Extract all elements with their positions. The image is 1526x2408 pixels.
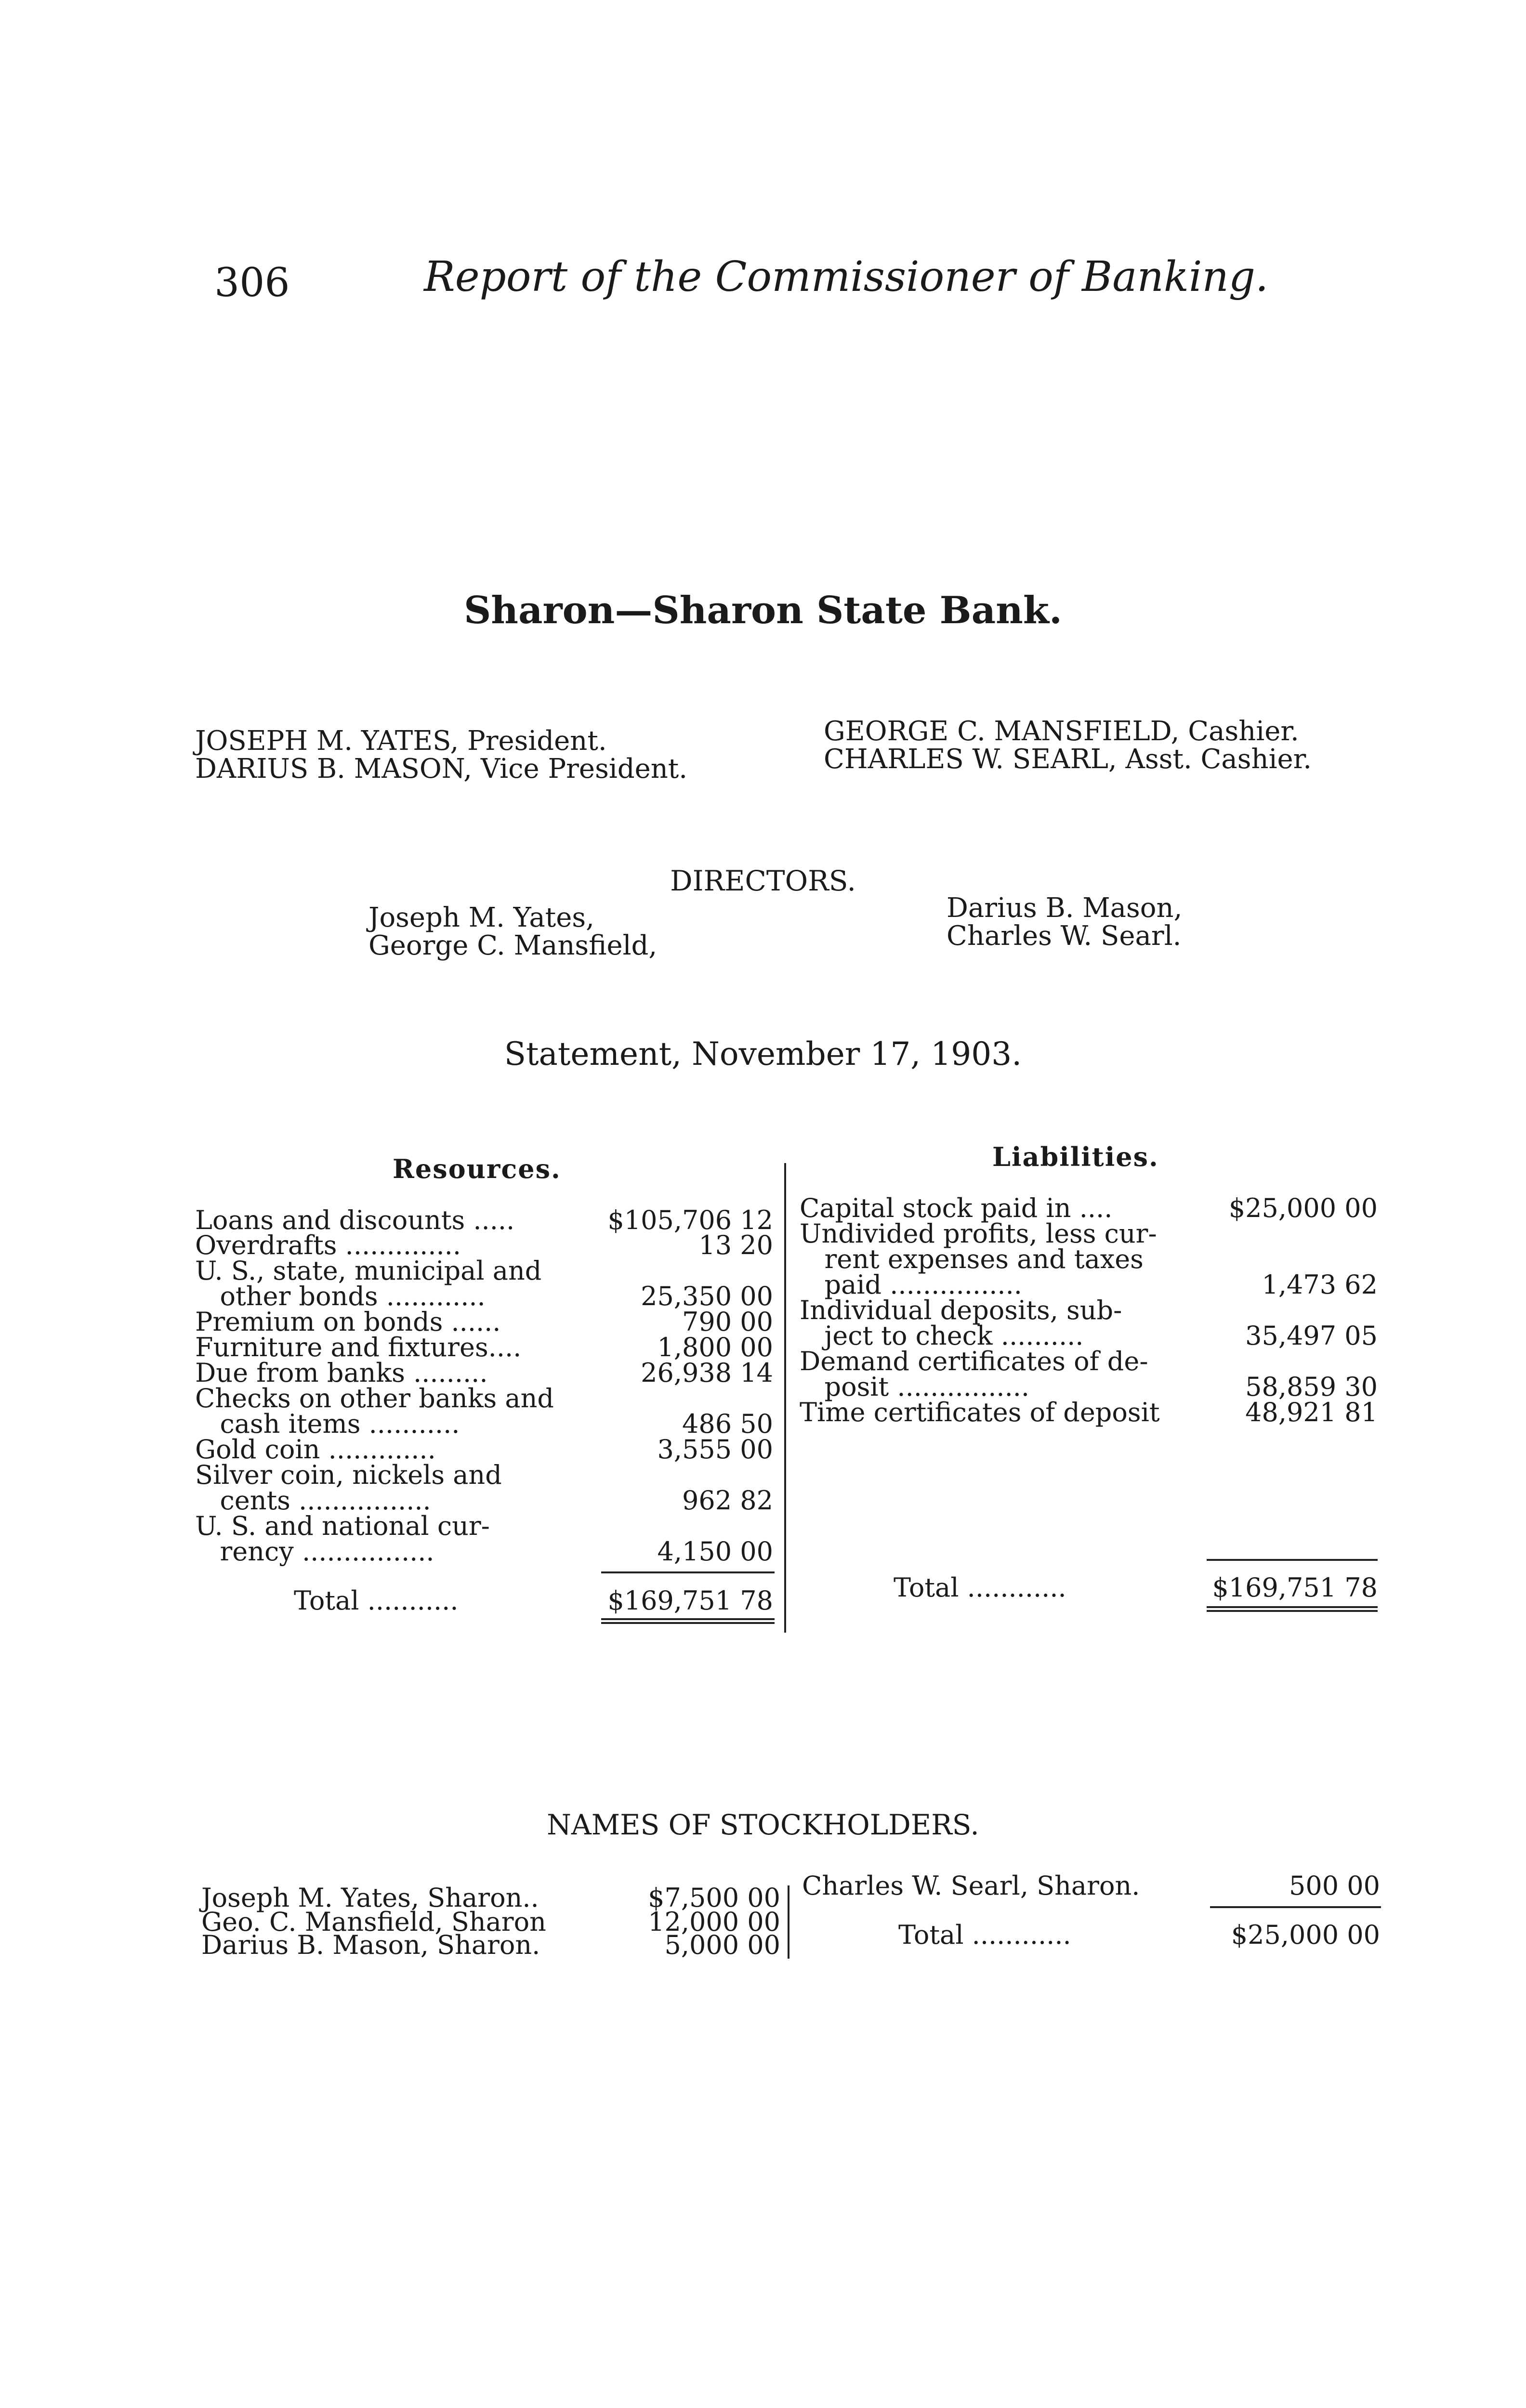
liabilities-total-amount: $169,751 78: [1212, 1572, 1378, 1603]
stockholder-name: Joseph M. Yates, Sharon..: [201, 1883, 539, 1913]
liability-amount: 1,473 62: [1262, 1269, 1378, 1300]
liability-amount: $25,000 00: [1228, 1193, 1378, 1223]
resources-total-amount: $169,751 78: [607, 1585, 773, 1616]
resource-label: Due from banks .........: [195, 1358, 488, 1388]
resource-label: U. S. and national cur-: [195, 1511, 490, 1541]
liability-label: paid ................: [800, 1269, 1022, 1300]
directors-left: [368, 904, 657, 960]
stockholder-amount: 500 00: [1289, 1871, 1380, 1901]
resources-heading: Resources.: [393, 1153, 561, 1184]
resource-label: Furniture and fixtures....: [195, 1332, 522, 1362]
liabilities-total-rule: [1207, 1559, 1378, 1561]
resource-label: Premium on bonds ......: [195, 1307, 501, 1337]
officers-right: [824, 718, 1312, 773]
resource-label: cents ................: [195, 1485, 431, 1516]
liability-label: Undivided profits, less cur-: [800, 1218, 1157, 1249]
stockholders-divider: [788, 1885, 789, 1959]
resource-amount: 4,150 00: [657, 1536, 773, 1567]
resource-label: other bonds ............: [195, 1281, 486, 1311]
stockholder-amount: 5,000 00: [664, 1930, 780, 1960]
resource-amount: 25,350 00: [641, 1281, 773, 1311]
liability-label: Capital stock paid in ....: [800, 1193, 1113, 1223]
officer-asst-cashier: CHARLES W. SEARL, Asst. Cashier.: [824, 744, 1312, 775]
resource-label: rency ................: [195, 1536, 434, 1567]
resource-label: U. S., state, municipal and: [195, 1256, 542, 1286]
resource-amount: 962 82: [682, 1485, 773, 1516]
resource-amount: 486 50: [682, 1409, 773, 1439]
liability-label: rent expenses and taxes: [800, 1244, 1144, 1274]
resource-amount: 13 20: [698, 1230, 773, 1260]
resources-total-label: Total ...........: [294, 1585, 459, 1616]
officer-president: JOSEPH M. YATES, President.: [195, 725, 607, 757]
stockholders-total-rule: [1210, 1906, 1381, 1908]
resources-total-rule: [601, 1571, 775, 1573]
director-name: Charles W. Searl.: [947, 920, 1182, 952]
resource-label: Checks on other banks and: [195, 1383, 554, 1413]
liability-label: ject to check ..........: [800, 1321, 1084, 1351]
resource-label: cash items ...........: [195, 1409, 460, 1439]
resource-label: Silver coin, nickels and: [195, 1460, 502, 1490]
liability-label: Individual deposits, sub-: [800, 1295, 1122, 1325]
stockholders-total-label: Total ............: [898, 1920, 1071, 1950]
stockholder-name: Geo. C. Mansfield, Sharon: [201, 1907, 546, 1937]
resource-amount: $105,706 12: [607, 1205, 773, 1235]
resource-amount: 26,938 14: [641, 1358, 773, 1388]
liability-label: Time certificates of deposit: [800, 1397, 1160, 1427]
page-number: 306: [214, 260, 290, 306]
liability-label: posit ................: [800, 1372, 1030, 1402]
running-title: Report of the Commissioner of Banking.: [424, 253, 1269, 301]
liability-amount: 48,921 81: [1245, 1397, 1378, 1427]
resource-label: Overdrafts ..............: [195, 1230, 461, 1260]
stockholders-total-amount: $25,000 00: [1231, 1920, 1380, 1950]
directors-heading: DIRECTORS.: [670, 864, 856, 897]
directors-right: [947, 894, 1182, 950]
resources-total-double-rule: [601, 1618, 775, 1624]
director-name: Darius B. Mason,: [947, 892, 1183, 924]
stockholder-name: Charles W. Searl, Sharon.: [802, 1871, 1140, 1901]
liabilities-total-label: Total ............: [894, 1572, 1066, 1603]
statement-date: Statement, November 17, 1903.: [504, 1035, 1022, 1073]
liabilities-total-double-rule: [1207, 1606, 1378, 1612]
officer-cashier: GEORGE C. MANSFIELD, Cashier.: [824, 716, 1299, 747]
column-divider: [784, 1163, 786, 1633]
resource-amount: 1,800 00: [657, 1332, 773, 1362]
liabilities-heading: Liabilities.: [992, 1141, 1159, 1172]
stockholder-amount: 12,000 00: [648, 1907, 780, 1937]
resource-label: Loans and discounts .....: [195, 1205, 515, 1235]
director-name: George C. Mansfield,: [368, 930, 658, 961]
stockholder-name: Darius B. Mason, Sharon.: [201, 1930, 540, 1960]
stockholders-heading: NAMES OF STOCKHOLDERS.: [547, 1808, 979, 1841]
resource-amount: 3,555 00: [657, 1434, 773, 1465]
liability-label: Demand certificates of de-: [800, 1346, 1148, 1376]
officer-vice-president: DARIUS B. MASON, Vice President.: [195, 753, 688, 785]
stockholder-amount: $7,500 00: [648, 1883, 780, 1913]
officers-left: [195, 727, 687, 783]
bank-title: Sharon—Sharon State Bank.: [463, 589, 1063, 632]
director-name: Joseph M. Yates,: [368, 902, 594, 933]
liability-amount: 58,859 30: [1245, 1372, 1378, 1402]
resource-label: Gold coin .............: [195, 1434, 436, 1465]
resource-amount: 790 00: [682, 1307, 773, 1337]
liability-amount: 35,497 05: [1245, 1321, 1378, 1351]
